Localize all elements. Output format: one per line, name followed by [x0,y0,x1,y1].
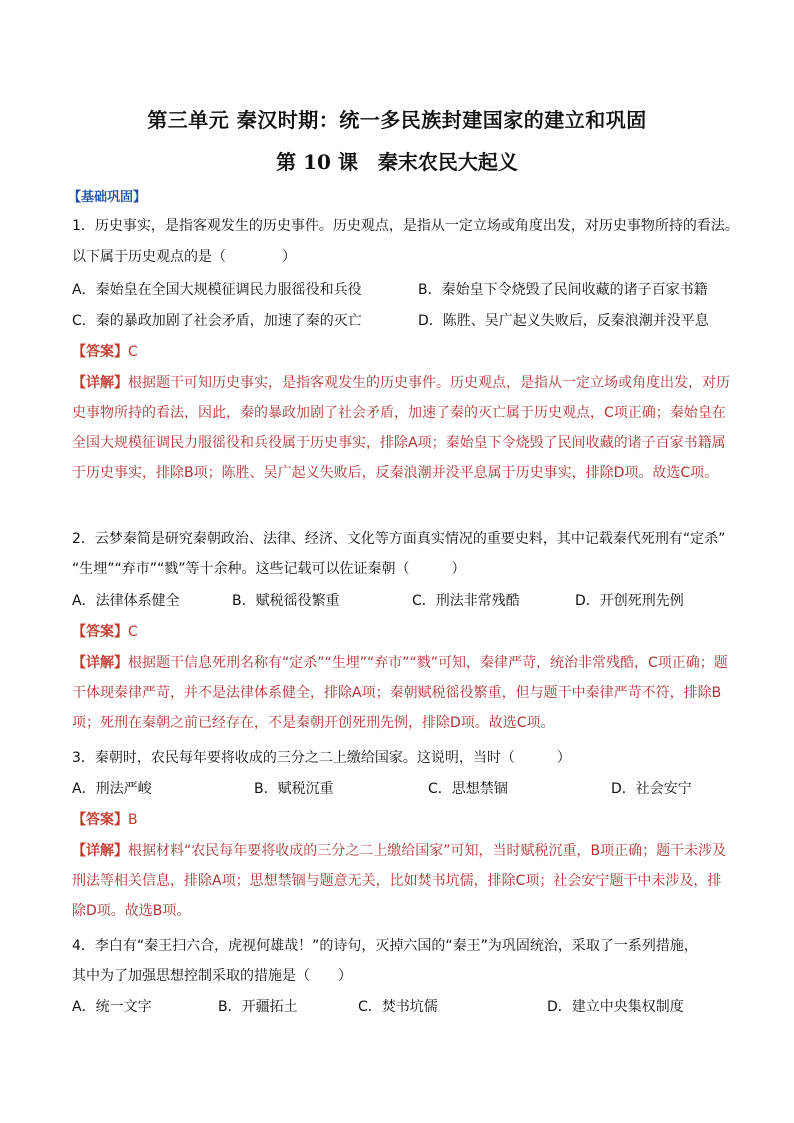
question-2-answer [72,620,138,644]
question-1-option-c: C．秦的暴政加剧了社会矛盾，加速了秦的灭亡 [72,313,362,329]
question-3-stem: 3．秦朝时，农民每年要将收成的三分之二上缴给国家。这说明，当时（ ） [72,750,571,766]
question-1-option-a: A．秦始皇在全国大规模征调民力服徭役和兵役 [72,282,362,298]
question-3-option-b: B．赋税沉重 [254,781,334,797]
detail-text: 根据题干可知历史事实，是指客观发生的历史事件。历史观点，是指从一定立场或角度出发，对历史事物所持的看法，因此，秦的暴政加剧了社会矛盾，加速了秦的灭亡属于历史观点，C项正确；秦始皇在全国大规模征调民力服徭役和兵役属于历史事实，排除A项；秦始皇下令烧毁了民间收藏的诸子百家书籍属于历史事实，排除B项；陈胜、吴广起义失败后，反秦浪潮并没平息属于历史事实，排除D项。故选C项。 [72,375,730,481]
question-3-detail [72,836,732,926]
question-2-option-a: A．法律体系健全 [72,593,180,609]
question-1-option-b: B．秦始皇下令烧毁了民间收藏的诸子百家书籍 [418,282,708,298]
question-3-answer [72,808,138,832]
answer-value: C [128,624,138,640]
question-1-answer [72,340,138,364]
detail-label: 【详解】 [72,375,128,391]
detail-text: 根据题干信息死刑名称有“定杀”“生埋”“弃市”“戮”可知，秦律严苛，统治非常残酷，C项正确；题干体现秦律严苛，并不是法律体系健全，排除A项；秦朝赋税徭役繁重，但与题干中秦律严苛不符，排除B项；死刑在秦朝之前已经存在，不是秦朝开创死刑先例，排除D项。故选C项。 [72,655,728,731]
question-2-stem-line1: 2．云梦秦简是研究秦朝政治、法律、经济、文化等方面真实情况的重要史料，其中记载秦代死刑有“定杀” [72,531,726,547]
question-3-option-a: A．刑法严峻 [72,781,152,797]
question-3-option-d: D．社会安宁 [611,781,692,797]
question-4-stem-line1: 4．李白有“秦王扫六合，虎视何雄哉！”的诗句，灭掉六国的“秦王”为巩固统治，采取了一系列措施， [72,938,698,954]
answer-value: B [128,812,138,828]
question-1-stem-line1: 1．历史事实，是指客观发生的历史事件。历史观点，是指从一定立场或角度出发，对历史事物所持的看法。 [72,218,739,234]
detail-text: 根据材料“农民每年要将收成的三分之二上缴给国家”可知，当时赋税沉重，B项正确；题干未涉及刑法等相关信息，排除A项；思想禁锢与题意无关，比如焚书坑儒，排除C项；社会安宁题干中未涉及，排除D项。故选B项。 [72,843,727,919]
question-1-detail [72,368,732,488]
detail-label: 【详解】 [72,655,128,671]
question-2-option-d: D．开创死刑先例 [575,593,684,609]
section-label: 【基础巩固】 [68,190,147,205]
question-2-option-c: C．刑法非常残酷 [412,593,520,609]
question-4-option-b: B．开疆拓土 [218,999,298,1015]
question-2-detail [72,648,732,738]
question-4-option-c: C．焚书坑儒 [358,999,438,1015]
answer-label: 【答案】 [72,812,128,828]
answer-label: 【答案】 [72,344,128,360]
question-4-stem-line2: 其中为了加强思想控制采取的措施是（ ） [72,968,352,984]
unit-title: 第三单元 秦汉时期：统一多民族封建国家的建立和巩固 [147,108,647,132]
question-4-option-a: A．统一文字 [72,999,152,1015]
answer-value: C [128,344,138,360]
detail-label: 【详解】 [72,843,128,859]
question-1-option-d: D．陈胜、吴广起义失败后，反秦浪潮并没平息 [418,313,709,329]
question-1-stem-line2: 以下属于历史观点的是（ ） [72,249,296,265]
question-4-option-d: D．建立中央集权制度 [547,999,684,1015]
question-2-stem-line2: “生埋”“弃市”“戮”等十余种。这些记载可以佐证秦朝（ ） [72,561,466,577]
question-2-option-b: B．赋税徭役繁重 [232,593,340,609]
answer-label: 【答案】 [72,624,128,640]
lesson-title: 第 10 课 秦末农民大起义 [276,150,518,174]
question-3-option-c: C．思想禁锢 [428,781,508,797]
